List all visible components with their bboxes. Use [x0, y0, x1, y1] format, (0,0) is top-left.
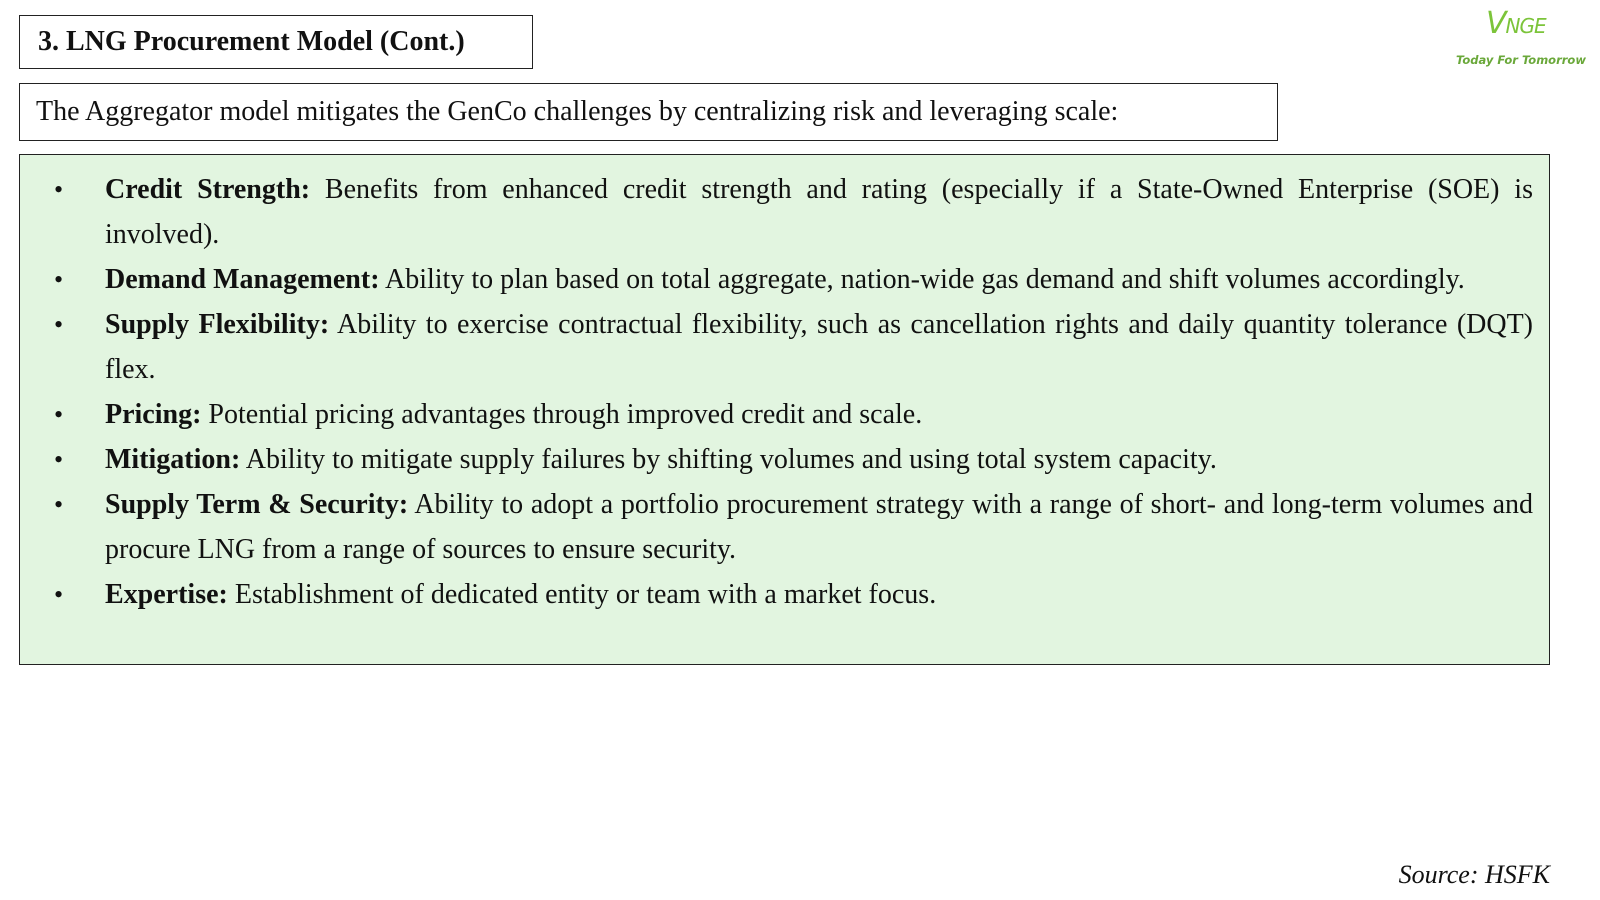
benefit-description: Benefits from enhanced credit strength and rating (especially if a State-Owned Enterprise (SOE) is involved).: [105, 174, 1533, 250]
benefit-item: [36, 437, 1533, 482]
benefit-term: Mitigation:: [105, 444, 241, 475]
bullet-icon: •: [54, 445, 64, 474]
benefit-description: Ability to adopt a portfolio procurement strategy with a range of short- and long-term volumes and procure LNG from a range of sources to ensure security.: [105, 489, 1533, 565]
benefit-term: Supply Flexibility:: [105, 309, 330, 340]
benefits-list: [36, 167, 1533, 617]
benefit-description: Establishment of dedicated entity or team with a market focus.: [227, 579, 937, 610]
slide-title: 3. LNG Procurement Model (Cont.): [19, 15, 533, 69]
bullet-icon: •: [54, 175, 64, 204]
logo-tagline: Today For Tomorrow: [1456, 53, 1586, 67]
source-note: Source: HSFK: [1398, 860, 1550, 889]
bullet-icon: •: [54, 490, 64, 519]
benefit-description: Ability to exercise contractual flexibility, such as cancellation rights and daily quantity tolerance (DQT) flex.: [105, 309, 1534, 385]
bullet-icon: •: [54, 400, 64, 429]
benefit-item: [36, 302, 1533, 392]
benefit-item: [36, 482, 1533, 572]
benefit-term: Expertise:: [105, 579, 228, 610]
benefit-term: Demand Management:: [105, 264, 380, 295]
benefit-item: [36, 257, 1533, 302]
benefit-term: Supply Term & Security:: [105, 489, 409, 520]
benefit-item: [36, 392, 1533, 437]
logo-mark-v: V: [1486, 6, 1506, 41]
benefit-description: Ability to plan based on total aggregate, nation-wide gas demand and shift volumes accordingly.: [379, 264, 1465, 295]
intro-statement: The Aggregator model mitigates the GenCo challenges by centralizing risk and leveraging scale:: [19, 83, 1278, 141]
benefits-panel: [19, 154, 1550, 665]
benefit-term: Credit Strength:: [105, 174, 311, 205]
benefit-description: Ability to mitigate supply failures by shifting volumes and using total system capacity.: [240, 444, 1217, 475]
bullet-icon: •: [54, 265, 64, 294]
bullet-icon: •: [54, 580, 64, 609]
vnge-logo: [1452, 6, 1590, 72]
logo-mark: [1486, 6, 1546, 41]
benefit-item: [36, 572, 1533, 617]
bullet-icon: •: [54, 310, 64, 339]
benefit-item: [36, 167, 1533, 257]
logo-mark-rest: NGE: [1505, 14, 1546, 38]
benefit-description: Potential pricing advantages through improved credit and scale.: [201, 399, 923, 430]
benefit-term: Pricing:: [105, 399, 202, 430]
